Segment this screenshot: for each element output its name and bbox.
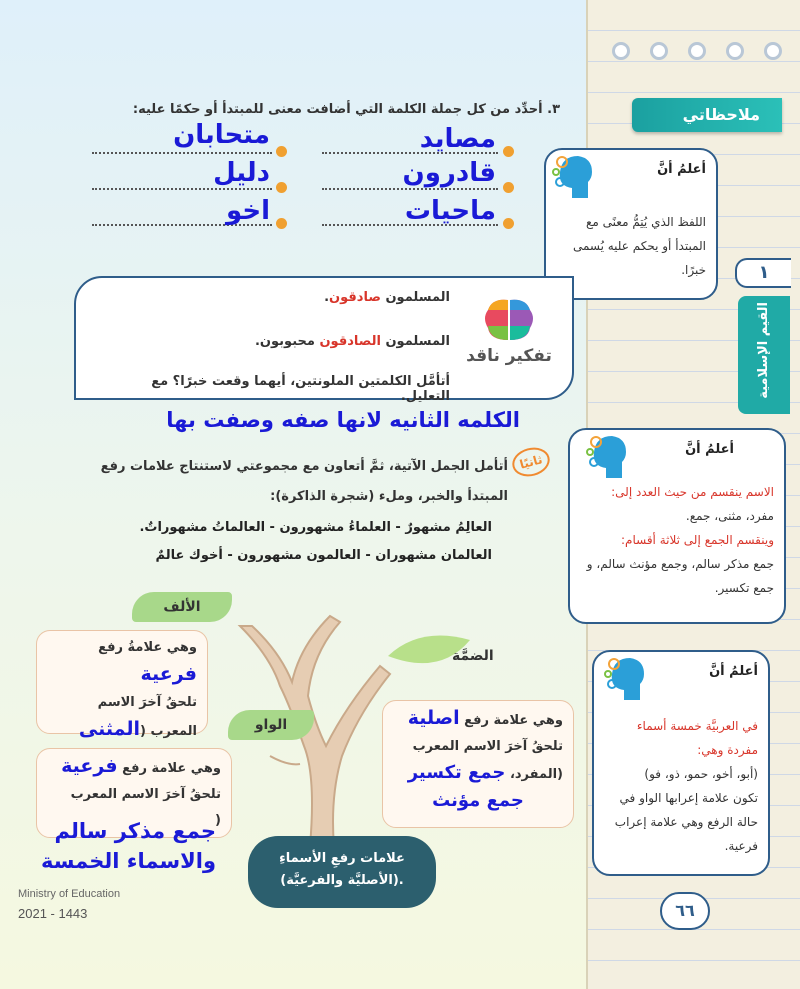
secondly-instruction: أتأمل الجمل الآتية، ثمَّ أتعاون مع مجموعتي لاستنتاج علامات رفع المبتدأ والخبر، وملء (شجرة الذاكرة): <box>100 459 508 504</box>
root-text: علامات رفعِ الأسماءِ <box>279 851 405 866</box>
binder-ring <box>726 42 744 60</box>
bullet-icon <box>276 146 287 157</box>
ct-text: محبوبون. <box>254 334 320 349</box>
brain-icon <box>482 296 536 344</box>
answer-3: قادرون <box>402 158 496 188</box>
card-text: المعرب ( <box>139 724 197 739</box>
head-gears-icon <box>552 152 596 200</box>
know-card-title: أعلمُ أنَّ <box>709 664 758 679</box>
example-line-2: العالمان مشهوران - العالمون مشهورون - أخوك عالمٌ <box>155 548 492 563</box>
waw-label: الواو <box>228 710 314 740</box>
ct-colored-word: صادقون <box>329 290 381 305</box>
know-card-line: (أبو، أخو، حمو، ذو، فو) <box>644 767 758 781</box>
answer-6: اخو <box>226 196 270 226</box>
answer-line <box>92 152 272 154</box>
card-handwritten: فرعية <box>61 755 118 777</box>
know-card-line: مفرد، مثنى، جمع. <box>685 509 774 523</box>
ministry-label: Ministry of Education <box>18 888 121 900</box>
head-gears-icon <box>586 432 630 480</box>
ct-handwritten-answer: الكلمه الثانيه لانها صفه وصفت بها <box>166 408 520 432</box>
page-number: ٦٦ <box>660 892 710 930</box>
damma-label: الضمَّة <box>452 648 494 664</box>
waw-handwritten-line-1: جمع مذكر سالم <box>54 819 216 843</box>
example-line-1: العالِمُ مشهورٌ - العلماءُ مشهورون - العالماتُ مشهوراتٌ. <box>139 520 492 535</box>
ct-question: أتأمَّل الكلمتين الملونتين، أيهما وقعت خبرًا؟ مع التعليل. <box>151 374 450 404</box>
card-text: تلحقُ آخرَ الاسم المعرب <box>70 787 221 802</box>
know-card-line: وينقسم الجمع إلى ثلاثة أقسام: <box>620 533 774 547</box>
card-text: تلحقُ آخرَ الاسم <box>97 695 197 710</box>
damma-card <box>382 700 574 828</box>
card-handwritten: اصلية <box>407 707 460 729</box>
answer-line <box>92 188 272 190</box>
know-card-line: الاسم ينقسم من حيث العدد إلى: <box>611 485 774 499</box>
card-text: وهي علامة رفع <box>464 713 563 728</box>
bullet-icon <box>503 146 514 157</box>
bullet-icon <box>276 218 287 229</box>
card-text: (المفرد، <box>509 767 563 782</box>
question-3-prompt: ٣. أحدِّد من كل جملة الكلمة التي أضافت معنى للمبتدأ أو حكمًا عليه: <box>132 102 560 117</box>
card-handwritten: فرعية <box>140 663 197 685</box>
binder-ring <box>612 42 630 60</box>
know-card-line: جمع مذكر سالم، وجمع مؤنث سالم، و جمع تكسير. <box>586 557 774 595</box>
ct-text: المسلمون <box>380 290 450 305</box>
card-text: ( <box>215 813 221 828</box>
ct-sentence-2 <box>160 334 450 349</box>
head-gears-icon <box>604 654 648 702</box>
card-handwritten: المثنى <box>78 718 140 740</box>
know-card-line: تكون علامة إعرابها الواو في حالة الرفع وهي علامة إعراب فرعية. <box>614 791 758 853</box>
bullet-icon <box>503 182 514 193</box>
alif-label: الألف <box>132 592 232 622</box>
binder-ring <box>650 42 668 60</box>
ct-colored-word: الصادقون <box>319 334 381 349</box>
answer-line <box>322 188 498 190</box>
secondly-badge: ثانيًا <box>509 444 553 481</box>
ct-sentence-1 <box>160 290 450 305</box>
ct-text: المسلمون <box>380 334 450 349</box>
card-handwritten: جمع تكسير <box>407 762 506 783</box>
bullet-icon <box>503 218 514 229</box>
chapter-tab <box>738 296 790 414</box>
answer-4: دليل <box>213 158 270 188</box>
know-card-title: أعلمُ أنَّ <box>657 162 706 177</box>
chapter-number: ١ <box>735 258 791 288</box>
answer-2: متحابان <box>173 120 270 150</box>
waw-handwritten-line-2: والاسماء الخمسة <box>41 849 216 873</box>
alif-card <box>36 630 208 740</box>
year-label: 2021 - 1443 <box>18 906 88 921</box>
ct-text: . <box>324 290 330 305</box>
critical-thinking-label: تفكير ناقد <box>466 346 552 366</box>
card-text: وهي علامةُ رفع <box>98 640 197 655</box>
card-text: تلحقُ آخرَ الاسم المعرب <box>412 739 563 754</box>
answer-5: ماحيات <box>404 196 496 226</box>
tree-root-box <box>248 836 436 908</box>
root-text: (الأصليَّة والفرعيَّة). <box>280 873 404 888</box>
binder-ring <box>764 42 782 60</box>
bullet-icon <box>276 182 287 193</box>
card-text: وهي علامة رفع <box>122 761 221 776</box>
binder-ring <box>688 42 706 60</box>
chapter-title: القيم الإسلامية <box>756 302 771 399</box>
card-handwritten: جمع مؤنث <box>432 790 524 811</box>
know-card-title: أعلمُ أنَّ <box>685 442 734 457</box>
answer-1: مصايد <box>419 124 496 154</box>
notes-header: ملاحظاتي <box>632 98 782 132</box>
know-card-text: اللفظ الذي يُتِمُّ معنًى مع المبتدأ أو يحكم عليه يُسمى خبرًا. <box>572 215 706 277</box>
know-card-line: في العربيَّة خمسة أسماء مفردة وهي: <box>636 719 758 757</box>
